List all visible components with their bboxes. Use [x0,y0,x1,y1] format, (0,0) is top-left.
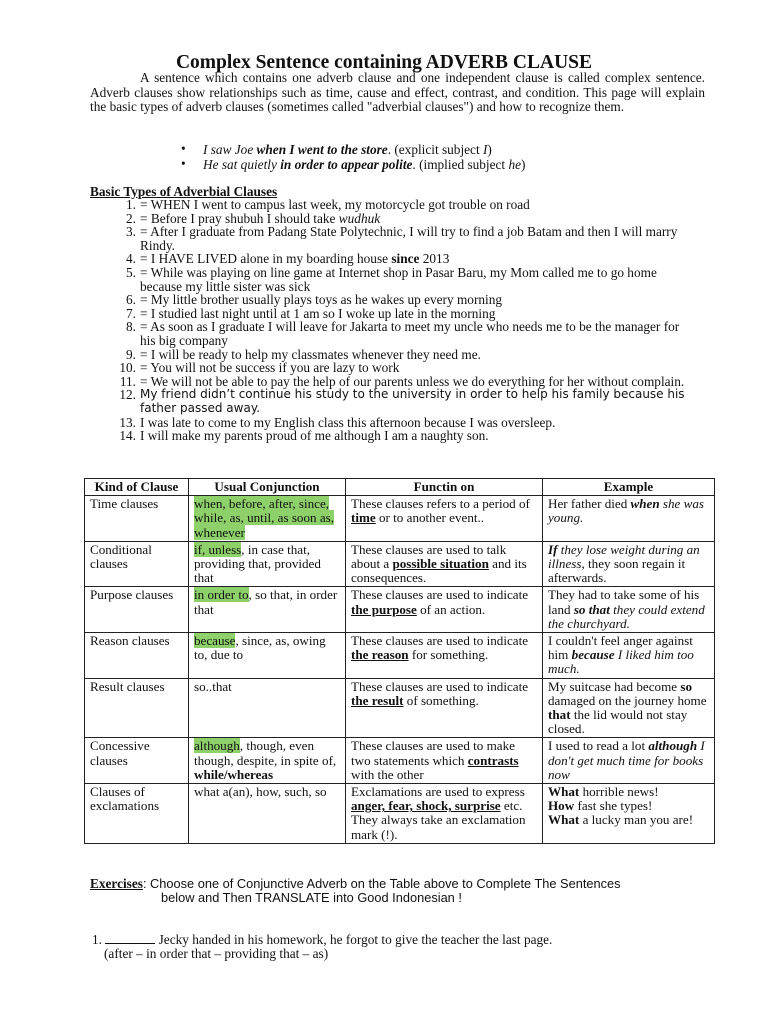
list-item: 12. My friend didn’t continue his study to the university in order to help his family because his father passed away. [119,387,685,415]
function-cell: Exclamations are used to express anger, fear, shock, surprise etc. They always take an exclamation mark (!). [346,784,543,844]
table-header-row [85,479,715,496]
table-row [85,738,715,784]
intro-paragraph: A sentence which contains one adverb clause and one independent clause is called complex sentence. Adverb clauses show relationships such as time, cause and effect, contrast, and condition. This page will explain the basic types of adverb clauses (sometimes called "adverbial clauses") and how to recognize them. [90,70,705,115]
conjunction-cell: when, before, after, since, while, as, until, as soon as, whenever [189,496,346,542]
list-item: 1. = WHEN I went to campus last week, my motorcycle got trouble on road [126,197,530,212]
example-cell: If they lose weight during an illness, they soon regain it afterwards. [543,541,715,587]
list-item: 9. = I will be ready to help my classmates whenever they need me. [126,346,481,362]
function-cell: These clauses are used to indicate the result of something. [346,678,543,738]
conjunction-cell: so..that [189,678,346,738]
conjunction-cell: although, though, even though, despite, in spite of, while/whereas [189,738,346,784]
example-cell: My suitcase had become so damaged on the journey home that the lid would not stay closed. [543,678,715,738]
function-cell: These clauses are used to talk about a possible situation and its consequences. [346,541,543,587]
list-item: 3. = After I graduate from Padang State Polytechnic, I will try to find a job Batam and then I will marry Rindy. [126,224,678,253]
table-row [85,784,715,844]
list-item: 5. = While was playing on line game at Internet shop in Pasar Baru, my Mom called me to go home because my little sister was sick [126,264,657,294]
conjunction-cell: because, since, as, owing to, due to [189,633,346,679]
basic-types-list [90,198,710,443]
basic-types-heading: Basic Types of Adverbial Clauses [90,184,278,199]
list-item: 6. = My little brother usually plays toys as he wakes up every morning [126,292,503,308]
kind-cell: Reason clauses [85,633,189,679]
list-item: 8. = As soon as I graduate I will leave for Jakarta to meet my uncle who needs me to be the manager for his big company [126,319,680,348]
function-cell: These clauses refers to a period of time or to another event.. [346,496,543,542]
table-row [85,678,715,738]
kind-cell: Time clauses [85,496,189,542]
list-item: 14. I will make my parents proud of me although I am a naughty son. [119,428,489,444]
list-item: 13. I was late to come to my English class this afternoon because I was oversleep. [119,414,556,430]
example-bullet-list [181,142,525,172]
kind-cell: Purpose clauses [85,587,189,633]
adverb-clause-table [84,478,715,844]
page-title: Complex Sentence containing ADVERB CLAUSE [175,52,593,73]
conjunction-cell: what a(an), how, such, so [189,784,346,844]
example-cell: Her father died when she was young. [543,496,715,542]
column-header-conjunction: Usual Conjunction [189,479,346,496]
exercises-instructions: Exercises: Choose one of Conjunctive Adverb on the Table above to Complete The Sentences [90,876,621,891]
table-row [85,633,715,679]
kind-cell: Clauses of exclamations [85,784,189,844]
exercise-options: (after – in order that – providing that – as) [104,946,329,961]
example-bullet: • I saw Joe when I went to the store. (explicit subject I) [181,142,525,157]
example-cell: I used to read a lot although I don't get much time for books now [543,738,715,784]
exercises-label: Exercises [90,876,143,891]
list-item: 2. = Before I pray shubuh I should take wudhuk [126,210,381,226]
column-header-example: Example [543,479,715,496]
exercises-instructions-continued: below and Then TRANSLATE into Good Indonesian ! [161,890,462,905]
kind-cell: Concessive clauses [85,738,189,784]
example-cell: They had to take some of his land so that they could extend the churchyard. [543,587,715,633]
column-header-kind: Kind of Clause [85,479,189,496]
kind-cell: Conditional clauses [85,541,189,587]
list-item: 7. = I studied last night until at 1 am so I woke up late in the morning [126,305,496,321]
kind-cell: Result clauses [85,678,189,738]
exercise-item: 1. Jecky handed in his homework, he forgot to give the teacher the last page. [92,932,553,947]
conjunction-cell: if, unless, in case that, providing that, provided that [189,541,346,587]
table-row [85,587,715,633]
example-bullet: • He sat quietly in order to appear polite. (implied subject he) [181,157,525,172]
function-cell: These clauses are used to indicate the reason for something. [346,633,543,679]
column-header-function: Functin on [346,479,543,496]
function-cell: These clauses are used to indicate the purpose of an action. [346,587,543,633]
table-row [85,496,715,542]
list-item: 11. = We will not be able to pay the help of our parents unless we do everything for her without complain. [119,373,685,389]
example-cell: I couldn't feel anger against him because I liked him too much. [543,633,715,679]
answer-blank[interactable] [105,933,155,944]
function-cell: These clauses are used to make two statements which contrasts with the other [346,738,543,784]
conjunction-cell: in order to, so that, in order that [189,587,346,633]
list-item: 4. = I HAVE LIVED alone in my boarding house since 2013 [126,251,450,267]
list-item: 10. = You will not be success if you are lazy to work [119,360,400,376]
table-row [85,541,715,587]
example-cell: What horrible news! How fast she types! What a lucky man you are! [543,784,715,844]
